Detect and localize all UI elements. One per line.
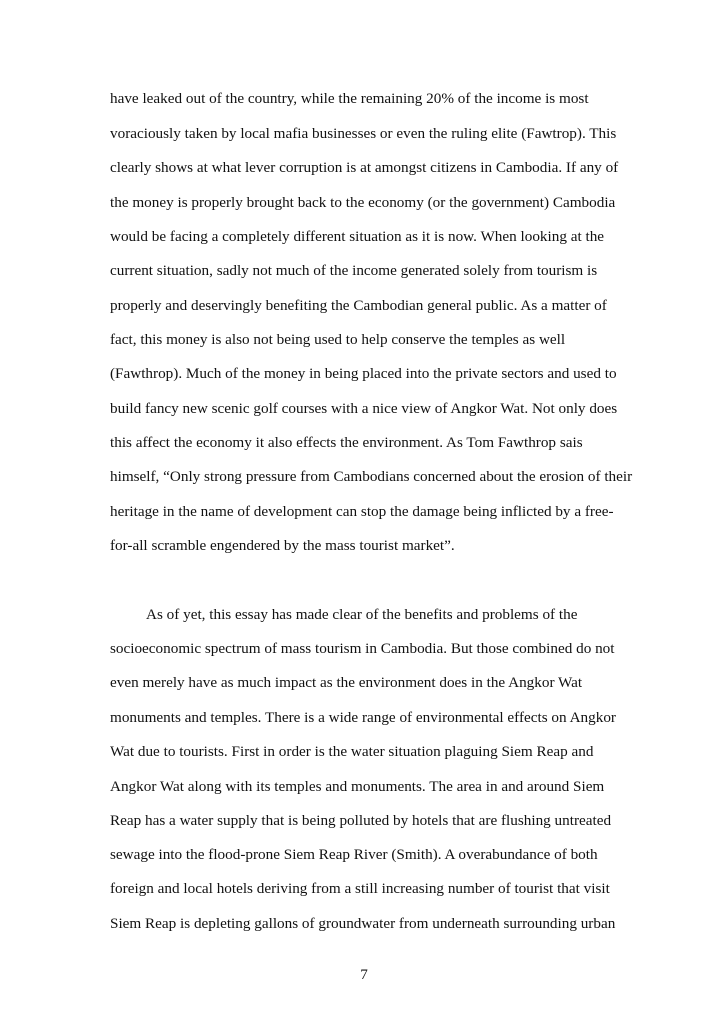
text-line: Wat due to tourists. First in order is the water situation plaguing Siem Reap and	[110, 743, 594, 760]
text-line: heritage in the name of development can stop the damage being inflicted by a free-	[110, 503, 614, 520]
text-line: socioeconomic spectrum of mass tourism in Cambodia. But those combined do not	[110, 640, 615, 657]
text-line: would be facing a completely different situation as it is now. When looking at the	[110, 228, 605, 245]
text-line: current situation, sadly not much of the income generated solely from tourism is	[110, 262, 598, 279]
text-line: properly and deservingly benefiting the Cambodian general public. As a matter of	[110, 297, 607, 314]
text-line: clearly shows at what lever corruption is at amongst citizens in Cambodia. If any of	[110, 159, 619, 176]
text-line: even merely have as much impact as the environment does in the Angkor Wat	[110, 674, 583, 691]
text-line: monuments and temples. There is a wide range of environmental effects on Angkor	[110, 709, 616, 726]
text-line: himself, “Only strong pressure from Cambodians concerned about the erosion of their	[110, 468, 633, 485]
text-line: build fancy new scenic golf courses with a nice view of Angkor Wat. Not only does	[110, 400, 618, 417]
text-line: for-all scramble engendered by the mass tourist market”.	[110, 537, 455, 554]
text-line: the money is properly brought back to the economy (or the government) Cambodia	[110, 194, 616, 211]
text-line: Reap has a water supply that is being polluted by hotels that are flushing untreated	[110, 812, 612, 829]
text-line: have leaked out of the country, while the remaining 20% of the income is most	[110, 90, 589, 107]
text-line: Angkor Wat along with its temples and monuments. The area in and around Siem	[110, 778, 605, 795]
text-line: (Fawthrop). Much of the money in being placed into the private sectors and used to	[110, 365, 617, 382]
text-line: As of yet, this essay has made clear of the benefits and problems of the	[146, 606, 578, 623]
text-line: sewage into the flood-prone Siem Reap River (Smith). A overabundance of both	[110, 846, 598, 863]
text-line: Siem Reap is depleting gallons of groundwater from underneath surrounding urban	[110, 915, 616, 932]
text-line: fact, this money is also not being used to help conserve the temples as well	[110, 331, 566, 348]
text-line: voraciously taken by local mafia businesses or even the ruling elite (Fawtrop). This	[110, 125, 617, 142]
text-line: foreign and local hotels deriving from a still increasing number of tourist that visit	[110, 880, 610, 897]
page-number: 7	[360, 966, 368, 983]
text-line: this affect the economy it also effects the environment. As Tom Fawthrop sais	[110, 434, 583, 451]
